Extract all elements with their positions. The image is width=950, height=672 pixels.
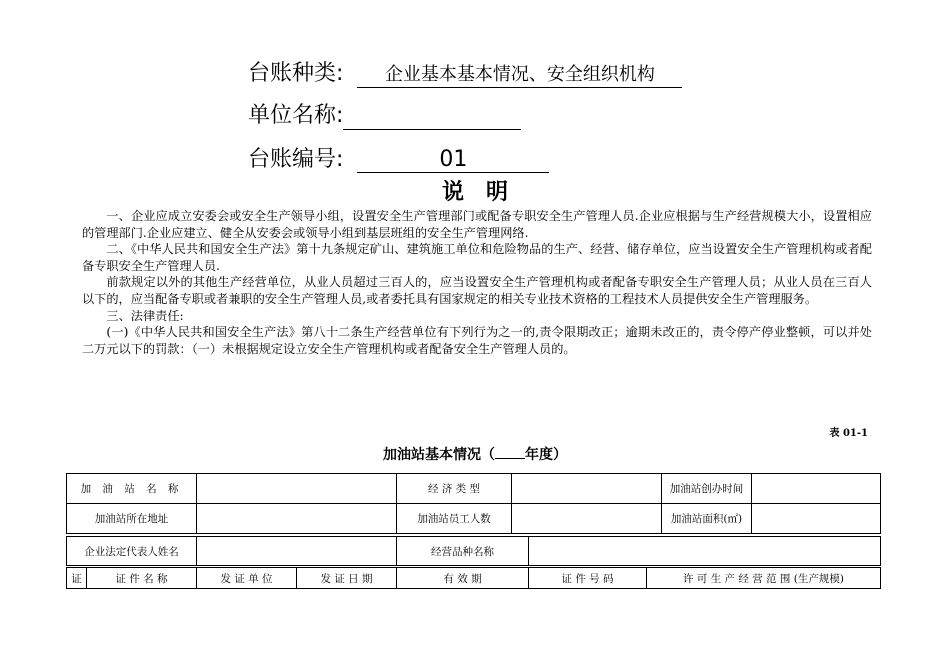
ledger-number-label: 台账编号:	[248, 147, 344, 172]
legal-rep-cell[interactable]	[197, 537, 397, 566]
paragraph-3: 前款规定以外的其他生产经营单位，从业人员超过三百人的，应当设置安全生产管理机构或者配备专职安全生产管理人员；从业人员在三百人以下的，应当配备专职或者兼职的安全生产管理人员,或者委托具有国家规定的相关专业技术资格的工程技术人员提供安全生产管理服务。	[82, 275, 872, 306]
table-title-prefix: 加油站基本情况（	[383, 447, 495, 463]
station-name-label: 加 油 站 名 称	[67, 474, 197, 504]
section-heading: 说明	[441, 179, 530, 205]
paragraph-4: 三、法律责任:	[106, 308, 184, 323]
instructions-text	[82, 208, 872, 357]
cert-number-header: 证 件 号 码	[529, 568, 647, 589]
unit-name-value	[343, 105, 521, 130]
table-row	[67, 568, 881, 589]
table-title	[0, 444, 950, 464]
unit-name-label: 单位名称:	[248, 103, 344, 128]
license-scope-header: 许 可 生 产 经 营 范 围 (生产规模)	[647, 568, 881, 589]
ledger-type-label: 台账种类:	[248, 61, 344, 86]
founding-time-cell[interactable]	[752, 474, 881, 504]
cert-marker: 证	[67, 568, 87, 589]
legal-rep-label: 企业法定代表人姓名	[67, 537, 197, 566]
paragraph-2: 二、《中华人民共和国安全生产法》第十九条规定矿山、建筑施工单位和危险物品的生产、经营、储存单位，应当设置安全生产管理机构或者配备专职安全生产管理人员.	[82, 242, 872, 273]
table-row	[67, 537, 881, 566]
table-title-suffix: 年度）	[525, 447, 567, 463]
staff-count-cell[interactable]	[512, 504, 662, 534]
ledger-type-value: 企业基本基本情况、安全组织机构	[357, 63, 682, 88]
ledger-number-value: 01	[357, 148, 549, 173]
certificate-table	[66, 567, 881, 589]
table-row	[67, 504, 881, 534]
validity-header: 有 效 期	[397, 568, 529, 589]
paragraph-1: 一、企业应成立安委会或安全生产领导小组，设置安全生产管理部门或配备专职安全生产管理人员.企业应根据与生产经营规模大小，设置相应的管理部门.企业应建立、健全从安委会或领导小组到基层班组的安全生产管理网络.	[82, 209, 872, 240]
table-number: 表 01-1	[829, 428, 868, 439]
station-area-cell[interactable]	[752, 504, 881, 534]
legal-rep-table	[66, 536, 881, 566]
station-area-label: 加油站面积(㎡)	[662, 504, 752, 534]
station-address-label: 加油站所在地址	[67, 504, 197, 534]
issue-date-header: 发 证 日 期	[297, 568, 397, 589]
staff-count-label: 加油站员工人数	[397, 504, 512, 534]
paragraph-5: (一)《中华人民共和国安全生产法》第八十二条生产经营单位有下列行为之一的,责令限期改正；逾期未改正的，责令停产停业整顿，可以并处二万元以下的罚款：（一）未根据规定设立安全生产管理机构或者配备安全生产管理人员的。	[82, 325, 872, 356]
economic-type-label: 经 济 类 型	[397, 474, 512, 504]
station-info-table	[66, 473, 881, 534]
ledger-number-line	[248, 142, 549, 173]
cert-name-header: 证 件 名 称	[87, 568, 197, 589]
product-names-label: 经营品种名称	[397, 537, 529, 566]
issuing-unit-header: 发 证 单 位	[197, 568, 297, 589]
unit-name-line	[248, 98, 521, 130]
station-name-cell[interactable]	[197, 474, 397, 504]
ledger-type-line	[248, 56, 682, 88]
table-row	[67, 474, 881, 504]
founding-time-label: 加油站创办时间	[662, 474, 752, 504]
year-blank	[495, 446, 525, 459]
economic-type-cell[interactable]	[512, 474, 662, 504]
station-address-cell[interactable]	[197, 504, 397, 534]
product-names-cell[interactable]	[529, 537, 881, 566]
